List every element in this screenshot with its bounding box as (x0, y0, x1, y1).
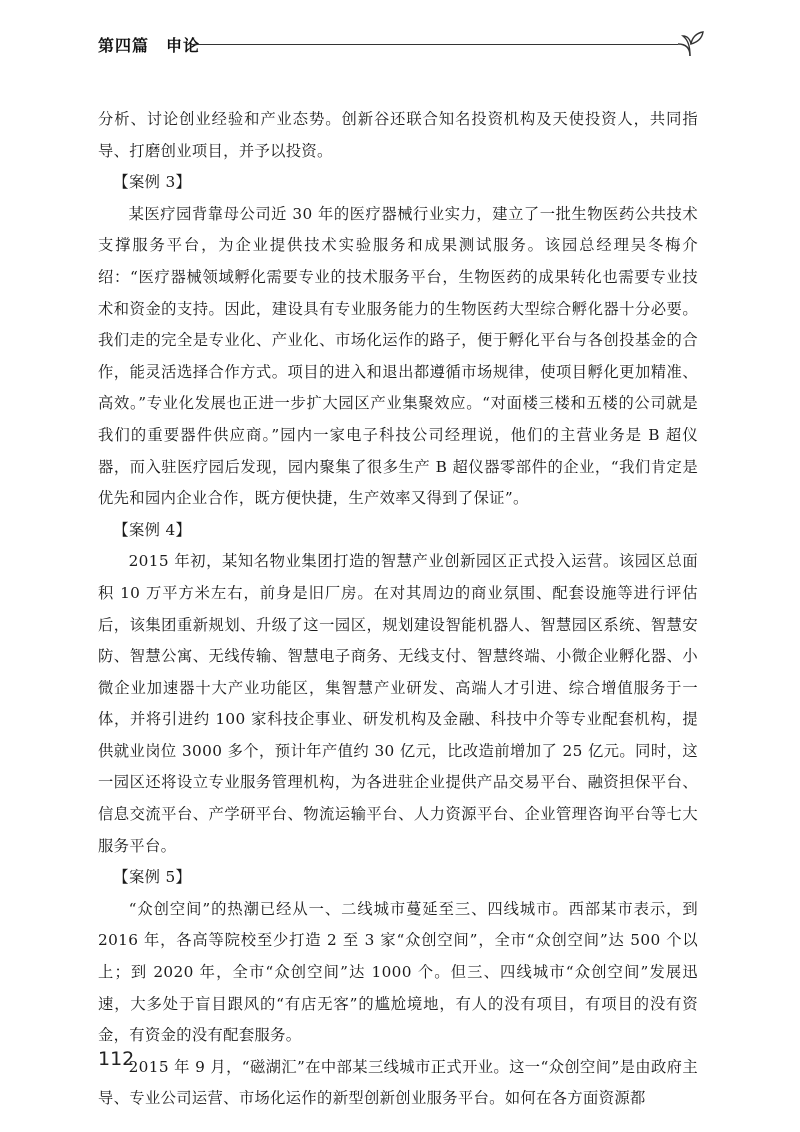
section-title: 第四篇 申论 (98, 36, 201, 55)
case-heading: 【案例 4】 (113, 520, 192, 539)
paragraph: 某医疗园背靠母公司近 30 年的医疗器械行业实力，建立了一批生物医药公共技术支撑服务平台，为企业提供技术实验服务和成果测试服务。该园总经理吴冬梅介绍：“医疗器械领域孵化需要专业的技术服务平台，生物医药的成果转化也需要专业技术和资金的支持。因此，建设具有专业服务能力的生物医药大型综合孵化器十分必要。我们走的完全是专业化、产业化、市场化运作的路子，便于孵化平台与各创投基金的合作，能灵活选择合作方式。项目的进入和退出都遵循市场规律，使项目孵化更加精准、高效。”专业化发展也正进一步扩大园区产业集聚效应。“对面楼三楼和五楼的公司就是我们的重要器件供应商。”园内一家电子科技公司经理说，他们的主营业务是 B 超仪器，而入驻医疗园后发现，园内聚集了很多生产 B 超仪器零部件的企业，“我们肯定是优先和园内企业合作，既方便快捷，生产效率又得到了保证”。 (98, 204, 698, 508)
header-rule (190, 44, 678, 45)
paragraph: 2015 年初，某知名物业集团打造的智慧产业创新园区正式投入运营。该园区总面积 10 万平方米左右，前身是旧厂房。在对其周边的商业氛围、配套设施等进行评估后，该集团重新规划、升级了这一园区，规划建设智能机器人、智慧园区系统、智慧安防、智慧公寓、无线传输、智慧电子商务、无线支付、智慧终端、小微企业孵化器、小微企业加速器十大产业功能区，集智慧产业研发、高端人才引进、综合增值服务于一体，并将引进约 100 家科技企事业、研发机构及金融、科技中介等专业配套机构，提供就业岗位 3000 多个，预计年产值约 30 亿元，比改造前增加了 25 亿元。同时，这一园区还将设立专业服务管理机构，为各进驻企业提供产品交易平台、融资担保平台、信息交流平台、产学研平台、物流运输平台、人力资源平台、企业管理咨询平台等七大服务平台。 (98, 552, 698, 855)
paragraph: 2015 年 9 月，“磁湖汇”在中部某三线城市正式开业。这一“众创空间”是由政府主导、专业公司运营、市场化运作的新型创新创业服务平台。如何在各方面资源都 (98, 1057, 698, 1108)
case-heading: 【案例 5】 (113, 868, 192, 887)
page-number: 112 (98, 1048, 135, 1070)
case-heading: 【案例 3】 (113, 173, 192, 192)
paragraph: 分析、讨论创业经验和产业态势。创新谷还联合知名投资机构及天使投资人，共同指导、打磨创业项目，并予以投资。 (98, 110, 698, 160)
page-body (98, 104, 698, 1115)
paragraph: “众创空间”的热潮已经从一、二线城市蔓延至三、四线城市。西部某市表示，到 2016 年，各高等院校至少打造 2 至 3 家“众创空间”，全市“众创空间”达 500 个以上；到 2020 年，全市“众创空间”达 1000 个。但三、四线城市“众创空间”发展迅速，大多处于盲目跟风的“有店无客”的尴尬境地，有人的没有项目，有项目的没有资金，有资金的没有配套服务。 (98, 899, 698, 1045)
running-header (98, 28, 706, 64)
sprout-icon (676, 28, 706, 58)
